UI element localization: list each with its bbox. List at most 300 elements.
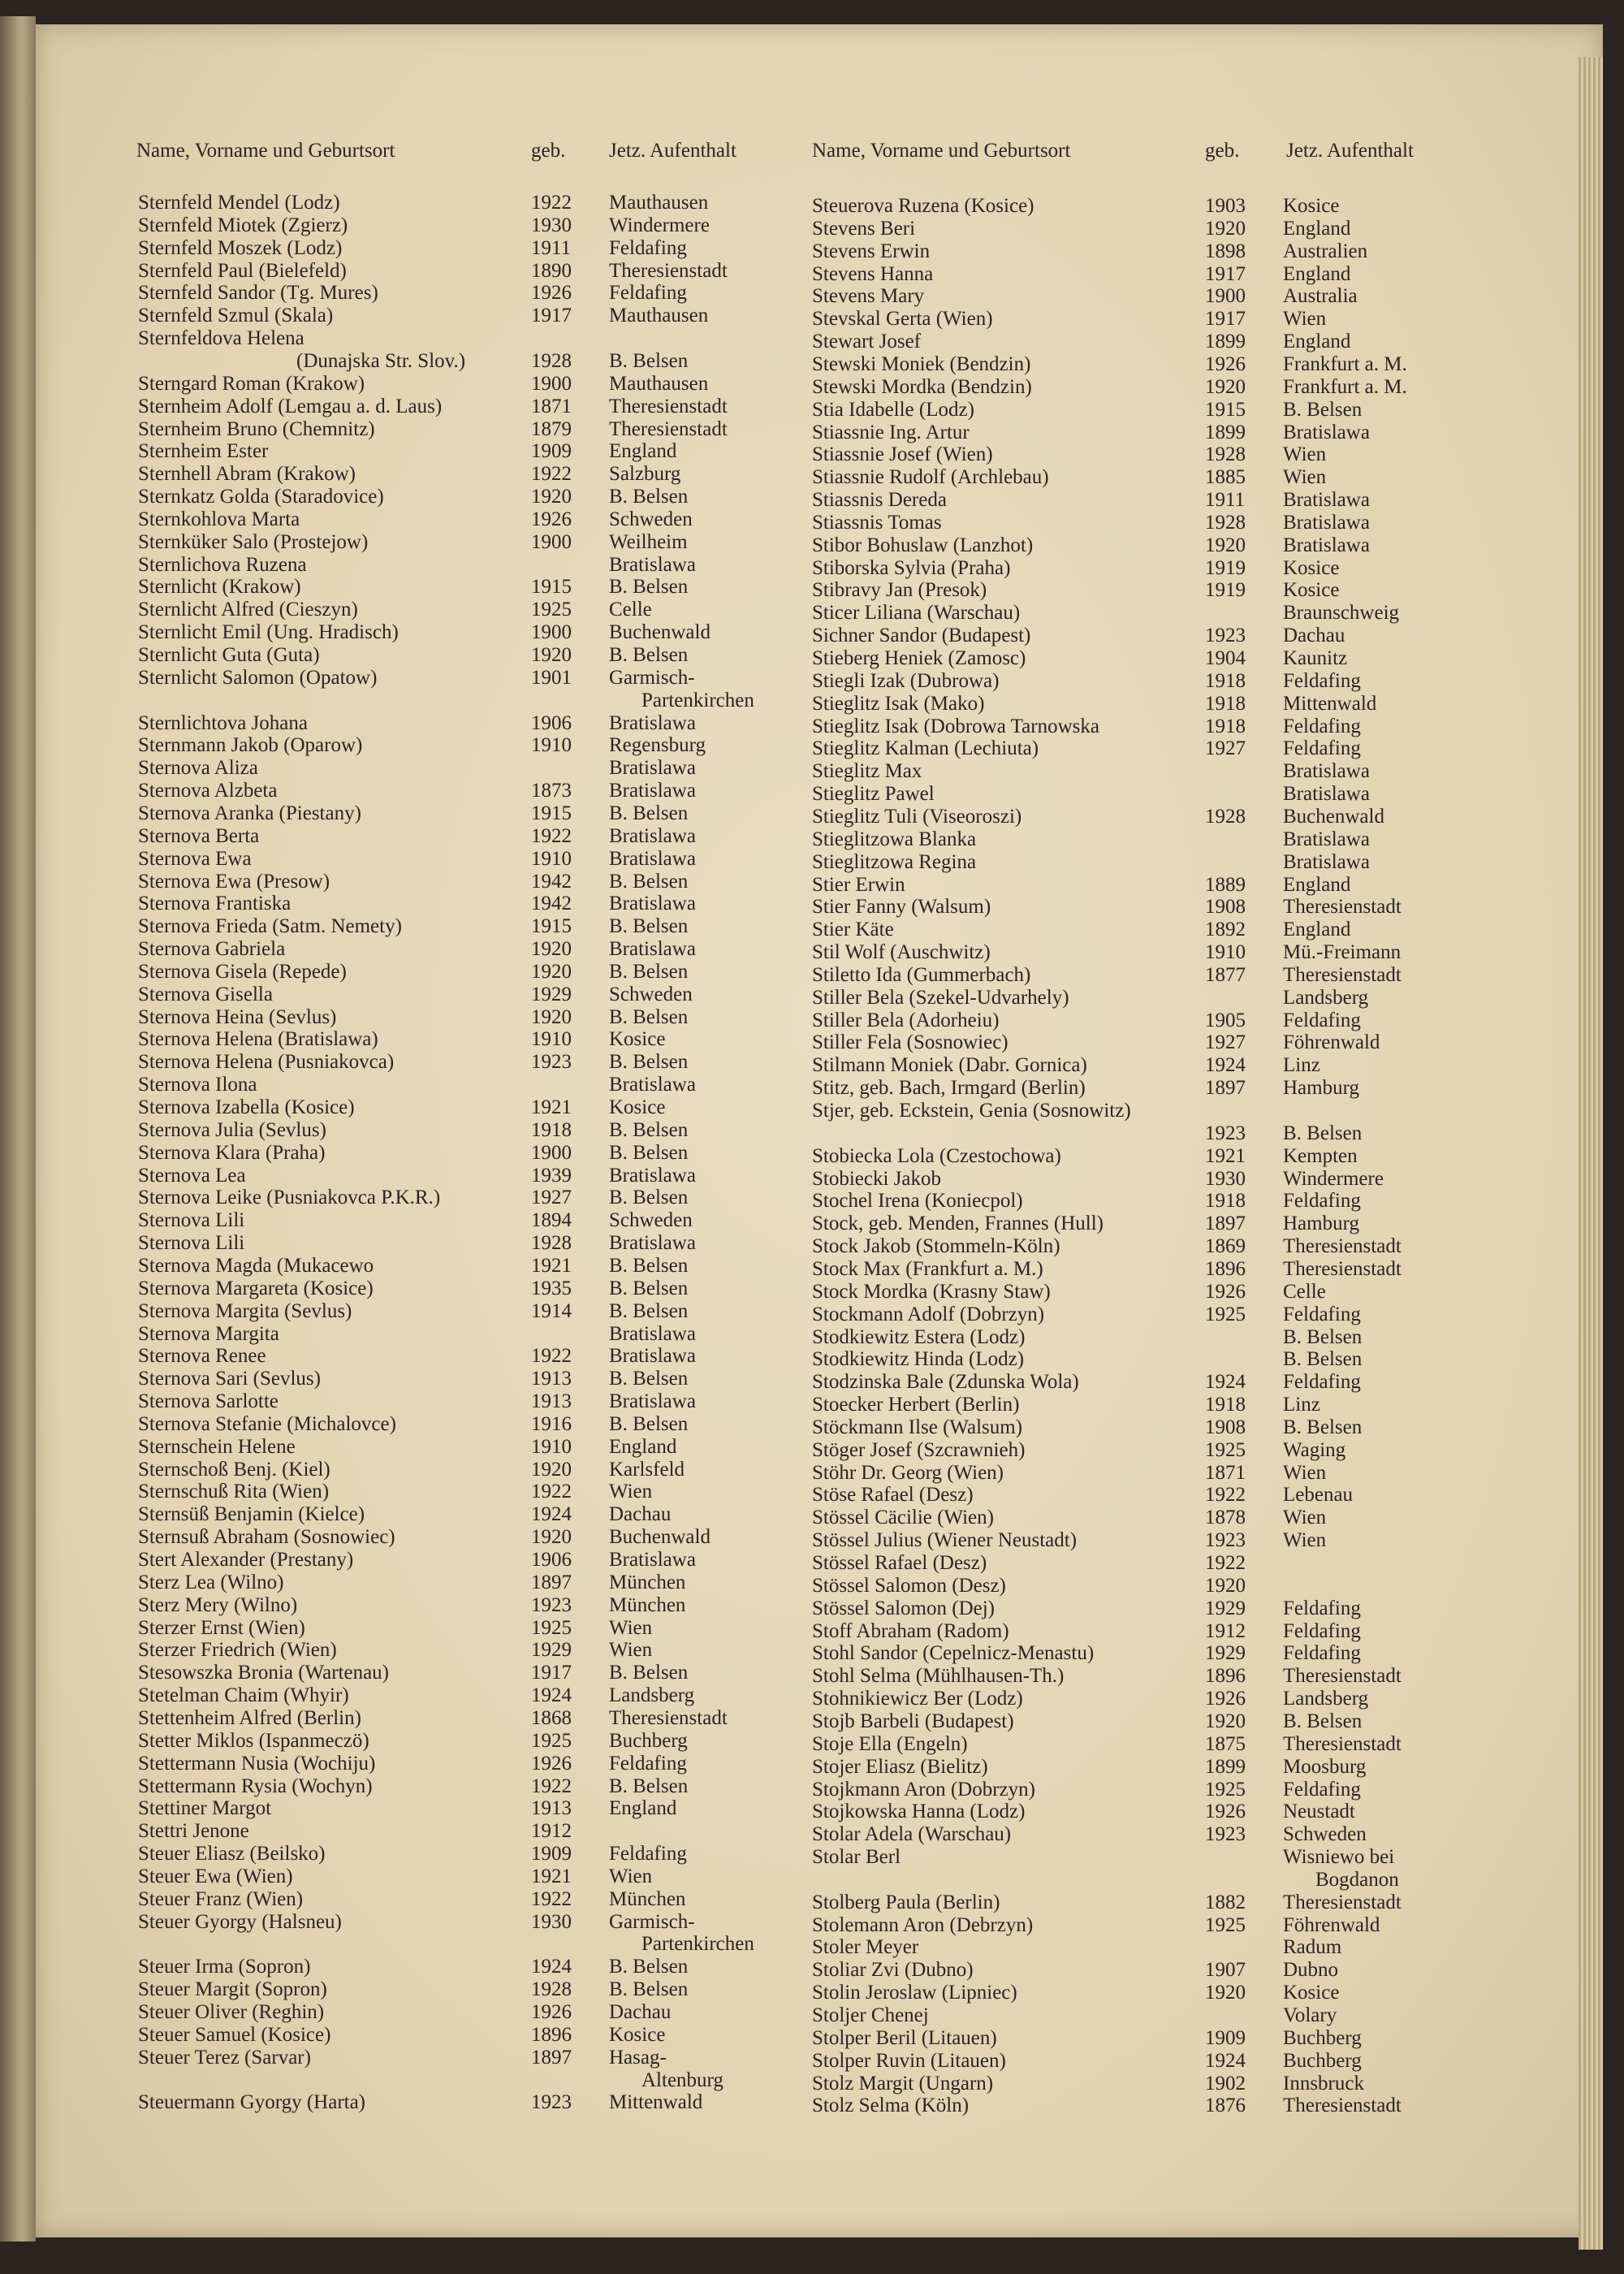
entry-residence: Bratislawa [1283,421,1370,443]
entry-born: 1924 [1205,1054,1246,1077]
entry-name: Sternova Frantiska [138,893,292,915]
entry-residence: Bratislawa [1283,783,1370,806]
entry-born: 1926 [531,1752,572,1775]
entry-name: Stieglitz Isak (Mako) [812,692,985,715]
entry-residence: Innsbruck [1283,2072,1364,2095]
entry-residence-continued: Partenkirchen [641,1933,754,1956]
entry-name: Stettenheim Alfred (Berlin) [138,1706,361,1729]
entry-name: Steuer Terez (Sarvar) [138,2046,311,2069]
header-residence: Jetz. Aufenthalt [609,140,736,162]
entry-born: 1899 [1205,1755,1246,1778]
entry-born: 1912 [1205,1619,1246,1642]
entry-name: Stettermann Rysia (Wochyn) [138,1775,373,1797]
entry-name: Sternfeld Mendel (Lodz) [138,192,340,214]
entry-born: 1923 [1205,1823,1246,1846]
entry-born: 1910 [531,1028,572,1051]
entry-residence: Kosice [1283,1982,1340,2004]
entry-name: Stevskal Gerta (Wien) [812,308,993,331]
entry-born: 1928 [531,1232,572,1255]
entry-residence: Feldafing [1283,715,1361,737]
entry-born: 1913 [531,1390,572,1413]
entry-name: Sternova Margita (Sevlus) [138,1299,352,1322]
entry-name: Sternmann Jakob (Oparow) [138,734,363,757]
entry-name: Stöger Josef (Szcrawnieh) [812,1438,1026,1461]
entry-born: 1942 [531,870,572,893]
entry-born: 1899 [1205,421,1246,443]
entry-residence: Wien [1283,1507,1327,1529]
entry-born: 1885 [1205,466,1246,489]
header-born: geb. [1205,140,1240,162]
entry-name: Steuer Gyorgy (Halsneu) [138,1910,342,1933]
entry-name: Stiassnie Ing. Artur [812,421,970,443]
entry-born: 1925 [1205,1778,1246,1801]
entry-name: Stibravy Jan (Presok) [812,579,987,602]
entry-residence: England [1283,919,1351,941]
entry-residence: Wien [1283,1461,1327,1484]
entry-born: 1920 [1205,1982,1246,2004]
entry-name: Stolz Margit (Ungarn) [812,2072,994,2095]
entry-born: 1906 [531,1549,572,1571]
entry-born: 1926 [1205,1801,1246,1823]
entry-residence: Bratislawa [609,1322,696,1345]
entry-name: Stetelman Chaim (Whyir) [138,1684,349,1707]
entry-name: Stockmann Adolf (Dobrzyn) [812,1303,1045,1325]
entry-residence: Wien [1283,1529,1327,1552]
entry-residence: B. Belsen [609,1412,689,1435]
entry-born: 1923 [531,1593,572,1616]
entry-born: 1920 [531,938,572,961]
entry-born: 1896 [1205,1665,1246,1688]
entry-born: 1930 [531,214,572,236]
entry-residence: Bratislawa [1283,511,1370,534]
entry-born: 1869 [1205,1235,1246,1258]
entry-residence: Garmisch- [609,666,695,689]
entry-residence: Neustadt [1283,1801,1355,1823]
entry-residence: Kosice [609,1028,666,1051]
entry-residence: Bratislawa [609,824,696,847]
entry-name: Sternfeldova Helena [138,327,304,350]
entry-born: 1877 [1205,963,1246,986]
entry-born: 1926 [1205,1280,1246,1303]
entry-residence: Wisniewo bei [1283,1846,1395,1869]
entry-name: Stier Fanny (Walsum) [812,896,991,919]
entry-name: Stöse Rafael (Desz) [812,1484,974,1507]
entry-name: Stohl Selma (Mühlhausen-Th.) [812,1665,1065,1688]
entry-born: 1873 [531,780,572,802]
entry-born: 1924 [1205,2049,1246,2072]
entry-name: Stettermann Nusia (Wochiju) [138,1752,376,1775]
entry-residence: Feldafing [1283,1778,1361,1801]
entry-name: Sternova Klara (Praha) [138,1141,326,1164]
entry-residence: B. Belsen [1283,1416,1363,1438]
entry-name: Stoje Ella (Engeln) [812,1732,968,1755]
entry-residence: B. Belsen [1283,1325,1363,1348]
entry-name: Stieglitz Tuli (Viseoroszi) [812,805,1022,828]
entry-residence: Föhrenwald [1283,1913,1380,1936]
entry-residence: B. Belsen [609,1956,689,1978]
entry-residence: Kosice [1283,579,1340,602]
entry-residence: Bratislawa [609,847,696,870]
entry-name: Stettiner Margot [138,1797,272,1820]
entry-name: Stiassnie Rudolf (Archlebau) [812,466,1049,489]
entry-residence: B. Belsen [1283,398,1363,421]
entry-name: Stöckmann Ilse (Walsum) [812,1416,1023,1438]
entry-name: Sterzer Friedrich (Wien) [138,1639,337,1662]
entry-residence: B. Belsen [609,1775,689,1797]
entry-born: 1920 [1205,375,1246,398]
entry-name: Sternova Lea [138,1164,246,1187]
entry-residence: Mittenwald [609,2091,703,2114]
entry-born: 1921 [531,1254,572,1277]
entry-residence: B. Belsen [609,1141,689,1164]
entry-name: Steuer Margit (Sopron) [138,1978,327,2001]
entry-residence: B. Belsen [609,576,689,599]
entry-name: Stodkiewitz Estera (Lodz) [812,1325,1026,1348]
entry-name: Sternova Renee [138,1345,266,1368]
entry-name: Sternschuß Rita (Wien) [138,1481,330,1503]
entry-residence: Mauthausen [609,192,709,214]
entry-residence: Feldafing [1283,1190,1361,1213]
entry-residence: Feldafing [609,282,687,305]
entry-name: Sternova Margita [138,1322,279,1345]
entry-name: Stössel Salomon (Dej) [812,1597,995,1619]
entry-born: 1922 [531,824,572,847]
entry-name: Sternlicht Salomon (Opatow) [138,666,378,689]
entry-residence: B. Belsen [609,960,689,983]
entry-name: Sternova Aranka (Piestany) [138,802,361,824]
entry-residence: Moosburg [1283,1755,1367,1778]
entry-born: 1922 [531,1481,572,1503]
entry-residence: England [1283,262,1351,285]
entry-born: 1918 [1205,669,1246,692]
entry-residence: England [609,1797,677,1820]
entry-residence: Mauthausen [609,372,709,395]
entry-name: Steuer Ewa (Wien) [138,1865,293,1887]
entry-born: 1910 [531,847,572,870]
entry-name: Steuerova Ruzena (Kosice) [812,195,1034,217]
entry-born: 1892 [1205,919,1246,941]
entry-name: Sternschoß Benj. (Kiel) [138,1458,330,1481]
entry-residence: B. Belsen [609,1299,689,1322]
entry-name: Stevens Mary [812,285,925,308]
entry-residence: B. Belsen [1283,1710,1363,1732]
entry-name: Sternlichova Ruzena [138,553,307,576]
entry-born: 1919 [1205,556,1246,579]
entry-name: Stiassnie Josef (Wien) [812,443,993,466]
entry-name: Stock, geb. Menden, Frannes (Hull) [812,1213,1104,1235]
entry-name: Stössel Rafael (Desz) [812,1552,987,1574]
entry-residence: Kaunitz [1283,647,1348,669]
entry-born: 1927 [1205,1031,1246,1054]
entry-residence: Theresienstadt [1283,1891,1402,1913]
entry-residence: B. Belsen [609,1254,689,1277]
entry-residence: Buchberg [1283,2049,1362,2072]
entry-residence: Theresienstadt [609,395,728,417]
entry-residence: Feldafing [1283,1597,1361,1619]
entry-residence: Theresienstadt [1283,1257,1402,1280]
entry-born: 1900 [531,530,572,553]
entry-residence: B. Belsen [609,870,689,893]
entry-born: 1926 [1205,352,1246,375]
entry-born: 1914 [531,1299,572,1322]
entry-name: Stetter Miklos (Ispanmeczö) [138,1729,369,1752]
entry-residence: Windermere [609,214,710,236]
entry-residence: Feldafing [1283,1642,1361,1665]
entry-name: Sternova Ewa [138,847,252,870]
entry-residence: Wien [609,1639,653,1662]
entry-residence: Linz [1283,1054,1320,1077]
entry-born: 1915 [1205,398,1246,421]
entry-born: 1922 [1205,1552,1246,1574]
entry-residence: Theresienstadt [609,417,728,440]
entry-residence: England [1283,331,1351,353]
entry-born: 1924 [1205,1371,1246,1394]
entry-name: Stochel Irena (Koniecpol) [812,1190,1023,1213]
entry-residence: B. Belsen [609,1187,689,1209]
entry-born: 1911 [1205,489,1246,512]
entry-born: 1900 [531,621,572,644]
entry-born: 1926 [531,508,572,530]
entry-residence: Dachau [1283,625,1345,647]
entry-name: Stevens Hanna [812,262,934,285]
entry-born: 1899 [1205,331,1246,353]
entry-residence: Kosice [1283,556,1340,579]
entry-born: 1913 [531,1797,572,1820]
entry-born: 1917 [531,1662,572,1684]
entry-residence: Bratislawa [609,553,696,576]
entry-residence: Buchenwald [1283,805,1384,828]
entry-born: 1924 [531,1684,572,1707]
entry-name: Stolar Adela (Warschau) [812,1823,1012,1846]
entry-residence: Mittenwald [1283,692,1377,715]
entry-residence: Theresienstadt [609,1706,728,1729]
entry-born: 1926 [531,282,572,305]
entry-born: 1909 [531,440,572,463]
entry-residence: Bratislawa [609,1345,696,1368]
entry-born: 1912 [531,1820,572,1843]
entry-residence: Kosice [609,1096,666,1118]
entry-born: 1896 [531,2023,572,2046]
entry-name: Stoljer Chenej [812,2004,929,2026]
entry-residence: Volary [1283,2004,1337,2026]
entry-born: 1900 [531,372,572,395]
entry-born: 1929 [1205,1642,1246,1665]
entry-born: 1907 [1205,1959,1246,1982]
entry-residence: Feldafing [1283,737,1361,760]
entry-residence: Feldafing [609,1843,687,1865]
entry-name: Sternova Lili [138,1232,245,1255]
entry-name: Stieglitzowa Blanka [812,828,977,850]
entry-born: 1926 [531,2001,572,2023]
entry-residence: Celle [609,599,652,621]
entry-name: Sternlicht Alfred (Cieszyn) [138,599,358,621]
entry-born: 1925 [1205,1438,1246,1461]
entry-residence: München [609,1887,686,1910]
entry-name: Sternlicht Emil (Ung. Hradisch) [138,621,399,644]
entry-born: 1878 [1205,1507,1246,1529]
entry-name: Stössel Julius (Wiener Neustadt) [812,1529,1078,1552]
entry-name: Sternova Stefanie (Michalovce) [138,1412,396,1435]
entry-born: 1920 [531,644,572,666]
entry-born: 1922 [531,1775,572,1797]
entry-name: Stert Alexander (Prestany) [138,1549,354,1571]
entry-residence: Bratislawa [609,1549,696,1571]
entry-name: Stiegli Izak (Dubrowa) [812,669,1000,692]
entry-residence: Feldafing [609,236,687,259]
entry-residence: Bratislawa [1283,850,1370,873]
entry-name: Stieglitz Kalman (Lechiuta) [812,737,1039,760]
entry-residence: Kempten [1283,1144,1358,1167]
entry-name: Sternova Aliza [138,757,258,780]
entry-residence: Bratislawa [1283,534,1370,556]
entry-born: 1909 [1205,2026,1246,2049]
entry-residence: B. Belsen [609,1277,689,1299]
entry-name: Sternkohlova Marta [138,508,300,530]
entry-name: Stil Wolf (Auschwitz) [812,941,991,964]
entry-residence: Kosice [609,2023,666,2046]
entry-born: 1942 [531,893,572,915]
entry-residence: Theresienstadt [1283,2095,1402,2117]
entry-name: Stobiecki Jakob [812,1167,942,1190]
entry-born: 1929 [531,983,572,1005]
entry-born: 1916 [531,1412,572,1435]
entry-name: Sternova Leike (Pusniakovca P.K.R.) [138,1187,441,1209]
entry-residence: Buchenwald [609,621,710,644]
entry-born: 1927 [531,1187,572,1209]
entry-residence: Weilheim [609,530,688,553]
entry-born: 1928 [531,349,572,372]
entry-residence: England [1283,217,1351,240]
entry-born: 1871 [531,395,572,417]
entry-born: 1889 [1205,873,1246,896]
entry-name: Sternova Berta [138,824,260,847]
entry-residence: Linz [1283,1394,1320,1416]
entry-name: Stoler Meyer [812,1936,919,1959]
entry-born: 1906 [531,711,572,734]
entry-name: Stibor Bohuslaw (Lanzhot) [812,534,1034,556]
entry-born: 1909 [531,1843,572,1865]
entry-name: Stia Idabelle (Lodz) [812,398,974,421]
entry-residence: Feldafing [1283,1303,1361,1325]
entry-born: 1897 [1205,1077,1246,1100]
entry-name: Steuer Irma (Sopron) [138,1956,311,1978]
entry-name: Sternfeld Paul (Bielefeld) [138,259,347,282]
entry-name: Stock Max (Frankfurt a. M.) [812,1257,1043,1280]
entry-name: Sternlicht Guta (Guta) [138,644,320,666]
entry-name: Sternova Lili [138,1209,245,1232]
entry-residence: Feldafing [1283,669,1361,692]
entry-born: 1908 [1205,1416,1246,1438]
entry-residence: England [609,440,677,463]
entry-name: Sternova Gisela (Repede) [138,960,347,983]
entry-residence: B. Belsen [609,1051,689,1074]
entry-residence: Wien [609,1865,653,1887]
entry-born: 1894 [531,1209,572,1232]
entry-born: 1925 [1205,1913,1246,1936]
entry-residence: B. Belsen [609,486,689,508]
entry-born: 1922 [1205,1484,1246,1507]
entry-born: 1920 [531,1005,572,1028]
entry-born: 1900 [531,1141,572,1164]
entry-name: Stoff Abraham (Radom) [812,1619,1009,1642]
entry-residence: B. Belsen [1283,1348,1363,1371]
entry-name: Sternfeld Sandor (Tg. Mures) [138,282,378,305]
entry-born: 1918 [1205,1190,1246,1213]
entry-residence: Wien [609,1481,653,1503]
entry-name: Stitz, geb. Bach, Irmgard (Berlin) [812,1077,1086,1100]
entry-residence: Australia [1283,285,1358,308]
entry-born: 1900 [1205,285,1246,308]
entry-born: 1903 [1205,195,1246,217]
entry-residence: Bratislawa [609,938,696,961]
entry-residence: B. Belsen [609,644,689,666]
entry-residence: Bratislawa [609,1164,696,1187]
entry-born: 1868 [531,1706,572,1729]
entry-name-continued: (Dunajska Str. Slov.) [296,349,466,372]
entry-residence: Landsberg [1283,1688,1369,1710]
entry-residence: Wien [1283,443,1327,466]
entry-name: Steuer Eliasz (Beilsko) [138,1843,326,1865]
entry-born: 1925 [531,1616,572,1639]
entry-name: Stier Erwin [812,873,905,896]
entry-residence: Bratislawa [1283,760,1370,783]
entry-residence: Bratislawa [1283,828,1370,850]
entry-residence: Wien [1283,308,1327,331]
entry-name: Sternova Helena (Bratislawa) [138,1028,378,1051]
header-name: Name, Vorname und Geburtsort [136,140,395,162]
entry-residence: Bratislawa [609,1390,696,1413]
entry-born: 1911 [531,236,572,259]
entry-name: Sternova Margareta (Kosice) [138,1277,374,1299]
entry-born: 1923 [1205,1529,1246,1552]
entry-name: Stieglitz Max [812,760,922,783]
entry-residence: B. Belsen [609,1978,689,2001]
entry-residence: England [1283,873,1351,896]
entry-born: 1929 [1205,1597,1246,1619]
entry-residence: Feldafing [609,1752,687,1775]
entry-born: 1925 [1205,1303,1246,1325]
entry-residence: Garmisch- [609,1910,695,1933]
entry-residence: Bratislawa [609,757,696,780]
entry-born: 1915 [531,576,572,599]
entry-name: Stiller Bela (Szekel-Udvarhely) [812,986,1069,1009]
entry-born: 1871 [1205,1461,1246,1484]
header-name: Name, Vorname und Geburtsort [812,140,1071,162]
entry-name: Stjer, geb. Eckstein, Genia (Sosnowitz) [812,1100,1131,1122]
entry-name: Stolemann Aron (Debrzyn) [812,1913,1034,1936]
entry-name: Stilmann Moniek (Dabr. Gornica) [812,1054,1087,1077]
entry-residence: Landsberg [609,1684,695,1707]
entry-residence: Theresienstadt [1283,896,1402,919]
entry-born: 1939 [531,1164,572,1187]
entry-born: 1920 [531,486,572,508]
entry-residence: Buchenwald [609,1526,710,1549]
entry-born: 1925 [531,1729,572,1752]
entry-residence: Radum [1283,1936,1342,1959]
entry-born: 1875 [1205,1732,1246,1755]
entry-born: 1917 [1205,308,1246,331]
entry-name: Sternlicht (Krakow) [138,576,301,599]
entry-name: Sternhell Abram (Krakow) [138,463,356,486]
entry-born: 1876 [1205,2095,1246,2117]
entry-name: Stiletto Ida (Gummerbach) [812,963,1031,986]
entry-name: Stieglitz Pawel [812,783,935,806]
entry-born: 1922 [531,463,572,486]
page-stack-edge [1579,57,1603,2250]
entry-residence: Frankfurt a. M. [1283,375,1407,398]
entry-residence: Bratislawa [609,893,696,915]
entry-born: 1910 [531,734,572,757]
